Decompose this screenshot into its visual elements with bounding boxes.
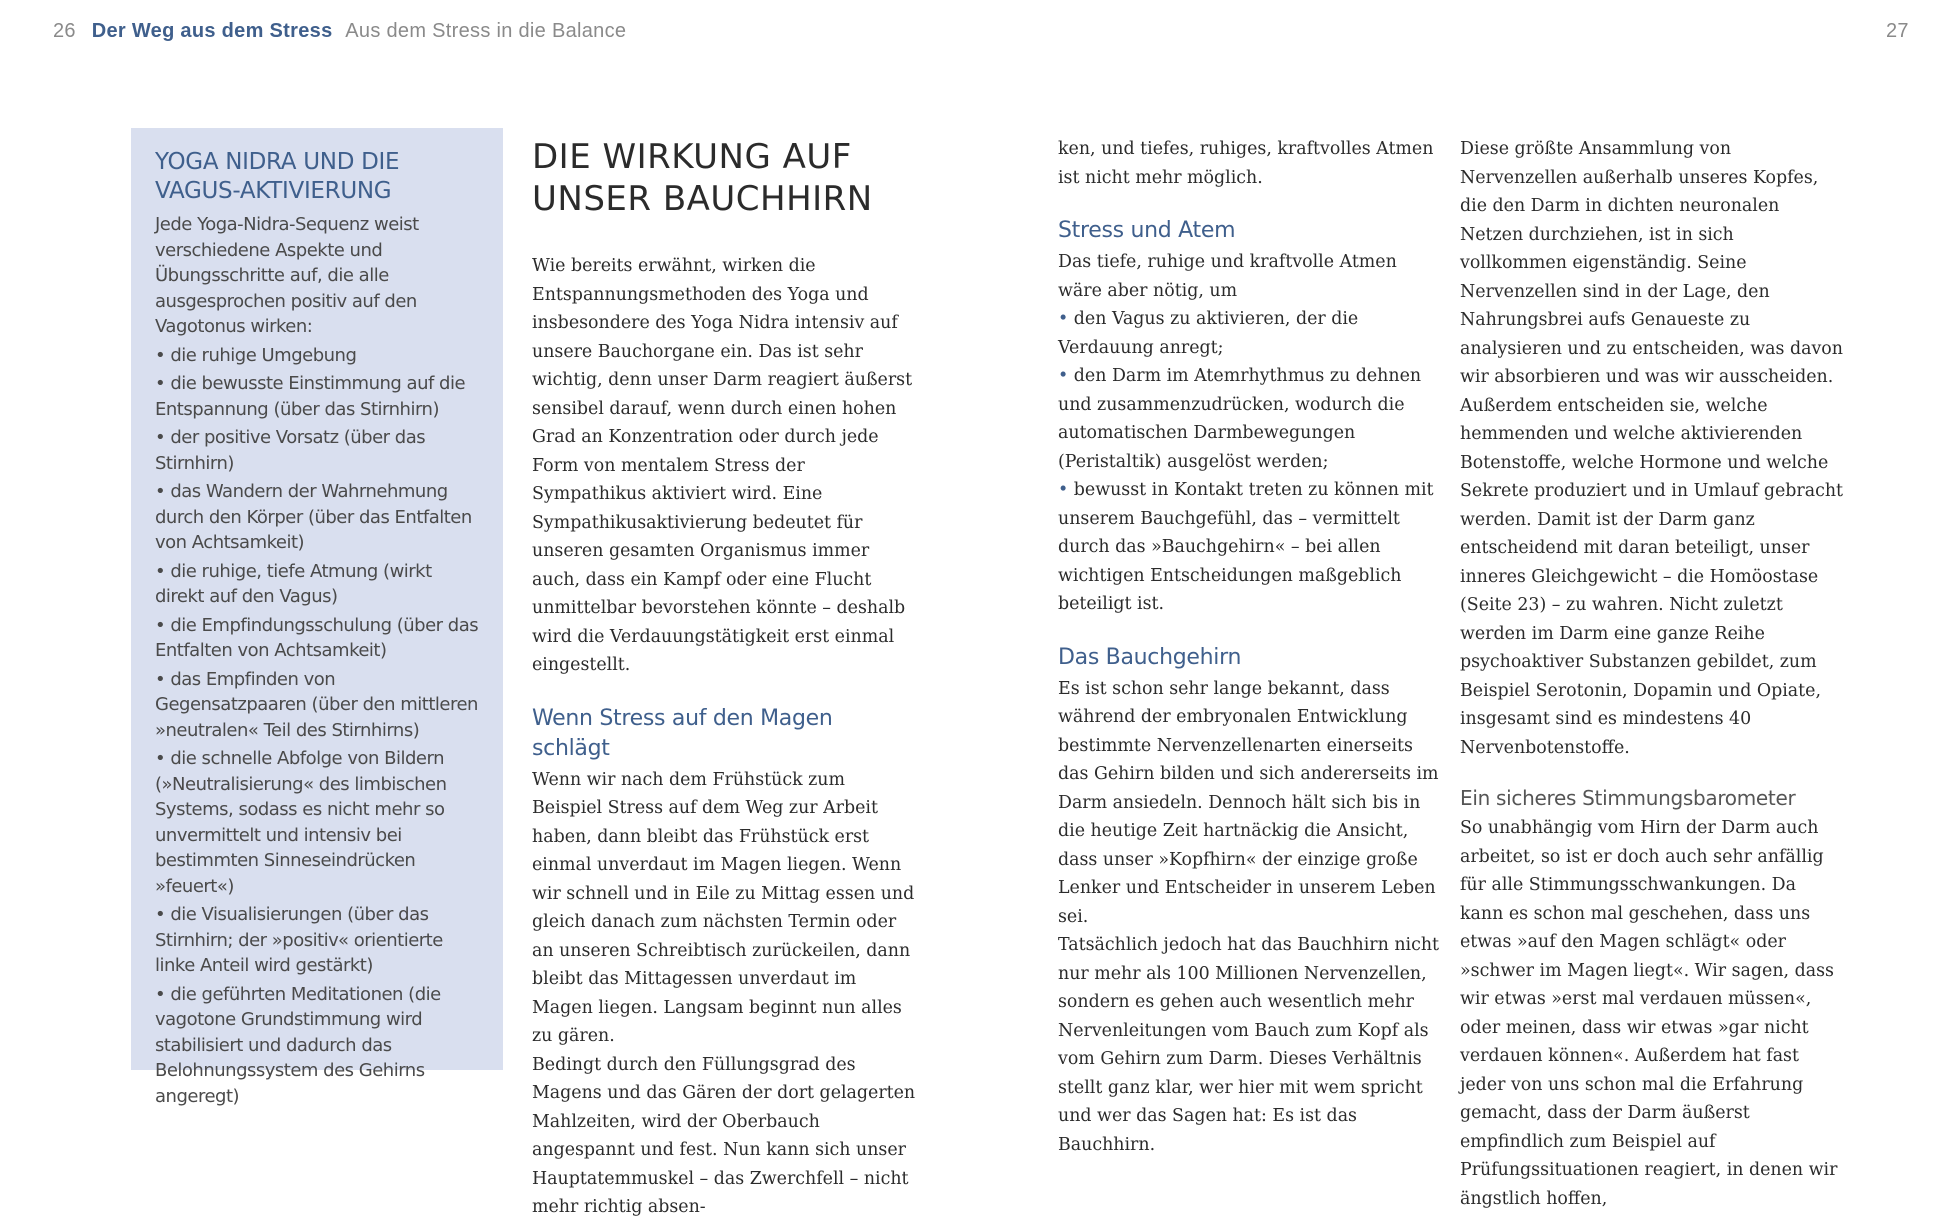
text-column-1 [532, 136, 916, 1222]
list-item: • der positive Vorsatz (über das Stirnhirn) [155, 427, 426, 474]
info-box-title-line2: VAGUS-AKTIVIERUNG [155, 178, 392, 204]
info-box-title-line1: YOGA NIDRA UND DIE [155, 149, 400, 175]
body-paragraph: So unabhängig vom Hirn der Darm auch arbeitet, so ist er doch auch sehr anfällig für alle Stimmungsschwankungen. Da kann es schon mal geschehen, dass uns etwas »auf den Magen schlägt« oder »schwer im Magen liegt«. Wir sagen, dass wir etwas »erst mal verdauen müssen«, oder meinen, dass wir etwas »gar nicht verdauen können«. Außerdem hat fast jeder von uns schon mal die Erfahrung gemacht, dass der Darm äußerst empfindlich zum Beispiel auf Prüfungssituationen reagiert, in denen wir ängstlich hoffen, [1460, 818, 1838, 1209]
body-paragraph: Wenn wir nach dem Frühstück zum Beispiel Stress auf dem Weg zur Arbeit haben, dann bleibt das Frühstück erst einmal unverdaut im Magen liegen. Wenn wir schnell und in Eile zu Mittag essen und gleich danach zum nächsten Termin oder an unseren Schreibtisch zurückeilen, dann bleibt das Mittagessen unverdaut im Magen liegen. Langsam beginnt nun alles zu gären. [532, 769, 915, 1046]
info-box-list [155, 343, 483, 1110]
list-item: • die Empfindungsschulung (über das Entfalten von Achtsamkeit) [155, 614, 479, 661]
bullet-marker: • [1058, 309, 1069, 329]
body-paragraph: Bedingt durch den Füllungsgrad des Magens und das Gären der dort gelagerten Mahlzeiten, wird der Oberbauch angespannt und fest. Nun kann sich unser Hauptatemmuskel – das Zwerchfell – nicht mehr richtig absen- [532, 1054, 916, 1217]
bullet-marker: • [1058, 480, 1069, 500]
article-title [532, 136, 916, 220]
page-number-left: 26 [53, 20, 76, 42]
bullet-marker: • [1058, 366, 1069, 386]
info-box-intro: Jede Yoga-Nidra-Sequenz weist verschiedene Aspekte und Übungsschritte auf, die alle ausgesprochen positiv auf den Vagotonus wirken: [155, 214, 419, 337]
section-heading-bauchgehirn: Das Bauchgehirn [1058, 644, 1242, 670]
list-item: • das Wandern der Wahrnehmung durch den Körper (über das Entfalten von Achtsamkeit) [155, 481, 472, 553]
running-header-left [53, 20, 626, 43]
bullet-text: bewusst in Kontakt treten zu können mit unserem Bauchgefühl, das – vermittelt durch das »Bauchgehirn« – bei allen wichtigen Entscheidungen maßgeblich beteiligt ist. [1058, 480, 1434, 614]
body-paragraph: Diese größte Ansammlung von Nervenzellen außerhalb unseres Kopfes, die den Darm in dichten neuronalen Netzen durchziehen, ist in sich vollkommen eigenständig. Seine Nervenzellen sind in der Lage, den Nahrungsbrei aufs Genaueste zu analysieren und zu entscheiden, was davon wir absorbieren und was wir ausscheiden. Außerdem entscheiden sie, welche hemmenden und welche aktivierenden Botenstoffe, welche Hormone und welche Sekrete produziert und in Umlauf gebracht werden. Damit ist der Darm ganz entscheidend mit daran beteiligt, unser inneres Gleichgewicht – die Homöostase (Seite 23) – zu wahren. Nicht zuletzt werden im Darm eine ganze Reihe psychoaktiver Substanzen gebildet, zum Beispiel Serotonin, Dopamin und Opiate, insgesamt sind es mindestens 40 Nervenbotenstoffe. [1460, 139, 1844, 758]
section-title: Aus dem Stress in die Balance [345, 20, 627, 42]
info-box-title [155, 148, 483, 206]
bullet-item [1058, 476, 1442, 619]
article-title-line2: UNSER BAUCHHIRN [532, 179, 873, 219]
continued-paragraph: ken, und tiefes, ruhiges, kraftvolles Atmen ist nicht mehr möglich. [1058, 139, 1434, 188]
list-item: • das Empfinden von Gegensatzpaaren (über den mittleren »neutralen« Teil des Stirnhirns) [155, 668, 478, 741]
chapter-title: Der Weg aus dem Stress [91, 20, 333, 42]
intro-paragraph: Wie bereits erwähnt, wirken die Entspannungsmethoden des Yoga und insbesondere des Yoga Nidra intensiv auf unsere Bauchorgane ein. Das ist sehr wichtig, denn unser Darm reagiert äußerst sensibel darauf, wenn durch einen hohen Grad an Konzentration oder durch jede Form von mentalem Stress der Sympathikus aktiviert wird. Eine Sympathikusaktivierung bedeutet für unseren gesamten Organismus immer auch, dass ein Kampf oder eine Flucht unmittelbar bevorstehen könnte – deshalb wird die Verdauungstätigkeit erst einmal eingestellt. [532, 256, 913, 675]
text-column-2 [1058, 135, 1442, 1159]
list-item: • die bewusste Einstimmung auf die Entspannung (über das Stirnhirn) [155, 373, 466, 420]
list-item: • die Visualisierungen (über das Stirnhirn; der »positiv« orientierte linke Anteil wird gestärkt) [155, 904, 443, 976]
body-paragraph: Das tiefe, ruhige und kraftvolle Atmen wäre aber nötig, um [1058, 252, 1397, 301]
body-paragraph: Es ist schon sehr lange bekannt, dass während der embryonalen Entwicklung bestimmte Nervenzellenarten einerseits das Gehirn bilden und sich andererseits im Darm ansiedeln. Dennoch hält sich bis in die heutige Zeit hartnäckig die Ansicht, dass unser »Kopfhirn« der einzige große Lenker und Entscheider in unserem Leben sei. [1058, 678, 1439, 927]
section-heading-stress-atem: Stress und Atem [1058, 218, 1236, 243]
list-item: • die schnelle Abfolge von Bildern (»Neutralisierung« des limbischen Systems, sodass es nicht mehr so unvermittelt und intensiv bei bestimmten Sinneseindrücken »feuert«) [155, 748, 447, 897]
page-number-right: 27 [1886, 20, 1909, 42]
body-paragraph: Tatsächlich jedoch hat das Bauchhirn nicht nur mehr als 100 Millionen Nervenzellen, sondern es gehen auch wesentlich mehr Nervenleitungen vom Bauch zum Kopf als vom Gehirn zum Darm. Dieses Verhältnis stellt ganz klar, wer hier mit wem spricht und wer das Sagen hat: Es ist das Bauchhirn. [1058, 935, 1440, 1155]
bullet-text: den Vagus zu aktivieren, der die Verdauung anregt; [1058, 309, 1359, 358]
article-title-line1: DIE WIRKUNG AUF [532, 137, 852, 177]
list-item: • die geführten Meditationen (die vagotone Grundstimmung wird stabilisiert und dadurch das Belohnungssystem des Gehirns angeregt) [155, 983, 441, 1107]
list-item: • die ruhige Umgebung [155, 344, 357, 366]
bullet-text: den Darm im Atemrhythmus zu dehnen und zusammenzudrücken, wodurch die automatischen Darmbewegungen (Peristaltik) ausgelöst werden; [1058, 366, 1422, 472]
section-heading-stimmungsbarometer: Ein sicheres Stimmungsbarometer [1460, 786, 1796, 810]
info-box [131, 128, 503, 1107]
text-column-3 [1460, 135, 1844, 1213]
section-heading-stress-magen: Wenn Stress auf den Magen schlägt [532, 705, 833, 761]
bullet-item [1058, 305, 1442, 362]
bullet-item [1058, 362, 1442, 476]
list-item: • die ruhige, tiefe Atmung (wirkt direkt auf den Vagus) [155, 560, 432, 607]
